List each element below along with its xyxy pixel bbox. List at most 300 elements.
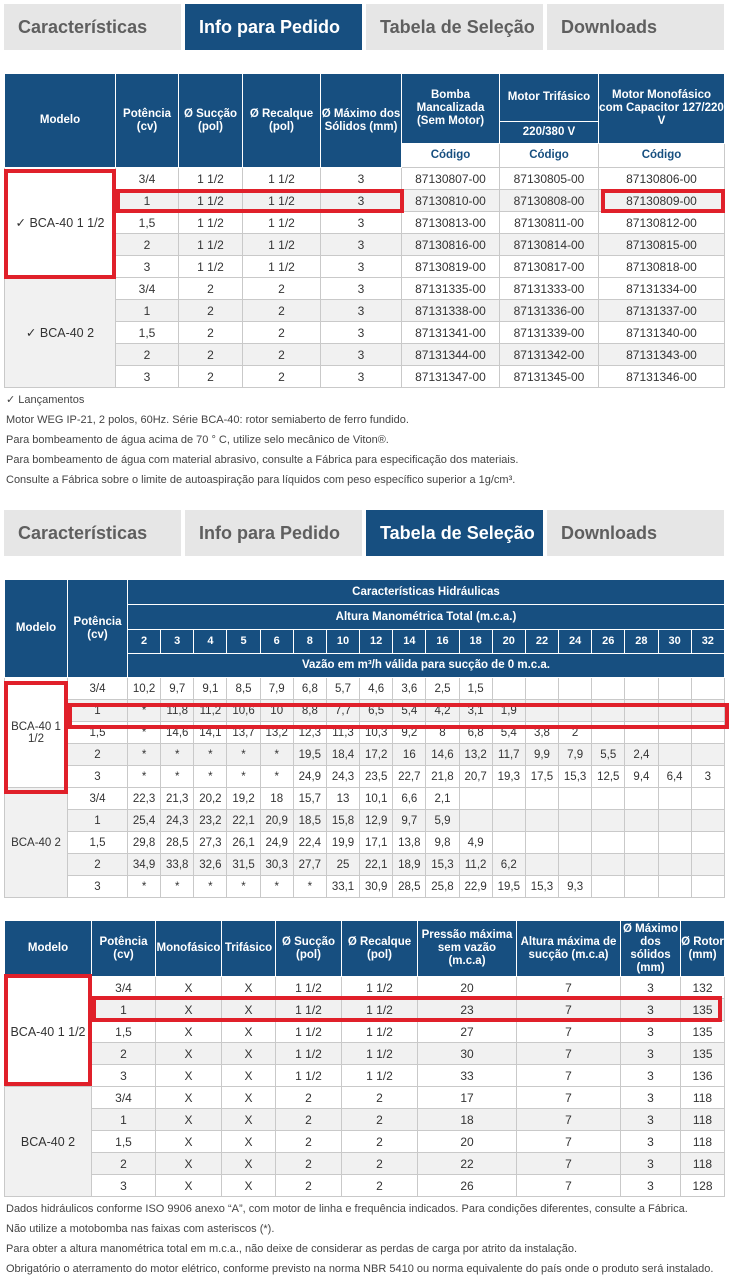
flow-cell bbox=[492, 788, 525, 810]
tab-caracteristicas[interactable]: Características bbox=[4, 4, 181, 50]
flow-cell bbox=[625, 678, 658, 700]
tab-downloads[interactable]: Downloads bbox=[547, 4, 724, 50]
flow-cell: * bbox=[260, 744, 293, 766]
head-value-header: 5 bbox=[227, 630, 260, 654]
table-cell: 118 bbox=[681, 1153, 725, 1175]
head-value-header: 12 bbox=[360, 630, 393, 654]
flow-cell bbox=[691, 810, 724, 832]
flow-cell: 9,4 bbox=[625, 766, 658, 788]
flow-cell: 1,9 bbox=[492, 700, 525, 722]
flow-cell: 13,7 bbox=[227, 722, 260, 744]
flow-cell bbox=[559, 810, 592, 832]
flow-cell bbox=[691, 744, 724, 766]
flow-cell: 14,6 bbox=[426, 744, 459, 766]
table-cell: 3 bbox=[621, 1153, 681, 1175]
flow-cell bbox=[658, 788, 691, 810]
flow-cell: 22,4 bbox=[293, 832, 326, 854]
note-line: Dados hidráulicos conforme ISO 9906 anexo “A”, com motor de linha e frequência indicados. Para condições diferentes, consulte a Fábrica. bbox=[6, 1203, 688, 1215]
table-cell: 87130808-00 bbox=[500, 190, 599, 212]
table-cell: 1 1/2 bbox=[179, 234, 243, 256]
flow-cell: 18,9 bbox=[393, 854, 426, 876]
flow-cell bbox=[691, 832, 724, 854]
col-header-motor-monofasico: Motor Monofásico com Capacitor 127/220 V bbox=[599, 74, 725, 144]
flow-cell bbox=[625, 788, 658, 810]
table-cell: 87130806-00 bbox=[599, 168, 725, 190]
table-row bbox=[5, 876, 725, 898]
col-header-codigo: Código bbox=[599, 144, 725, 168]
table-cell: 1 1/2 bbox=[243, 190, 321, 212]
flow-cell: 14,6 bbox=[161, 722, 194, 744]
order-info-table bbox=[4, 73, 725, 388]
flow-cell: 24,9 bbox=[293, 766, 326, 788]
flow-cell bbox=[691, 700, 724, 722]
table-row bbox=[5, 1153, 725, 1175]
tab-bar-bottom bbox=[4, 510, 724, 556]
flow-cell: 33,8 bbox=[161, 854, 194, 876]
table-cell: X bbox=[222, 999, 276, 1021]
table-cell: X bbox=[222, 1021, 276, 1043]
flow-cell: * bbox=[194, 766, 227, 788]
flow-cell: 16 bbox=[393, 744, 426, 766]
table-cell: 2 bbox=[179, 278, 243, 300]
flow-cell bbox=[658, 810, 691, 832]
flow-cell: 6,2 bbox=[492, 854, 525, 876]
flow-cell: * bbox=[128, 744, 161, 766]
flow-cell: 7,7 bbox=[326, 700, 359, 722]
flow-note: Vazão em m³/h válida para sucção de 0 m.c.a. bbox=[128, 654, 725, 678]
table-row bbox=[5, 1175, 725, 1197]
flow-cell: 15,3 bbox=[426, 854, 459, 876]
col-header-succao: Ø Sucção (pol) bbox=[179, 74, 243, 168]
flow-cell: 25,4 bbox=[128, 810, 161, 832]
table-row bbox=[5, 766, 725, 788]
table-cell: 2 bbox=[243, 322, 321, 344]
table-cell: 118 bbox=[681, 1087, 725, 1109]
table-cell: 2 bbox=[342, 1109, 418, 1131]
head-value-header: 28 bbox=[625, 630, 658, 654]
head-value-header: 6 bbox=[260, 630, 293, 654]
table-cell: 87131339-00 bbox=[500, 322, 599, 344]
flow-cell: 30,9 bbox=[360, 876, 393, 898]
flow-cell bbox=[459, 788, 492, 810]
table-cell: 3 bbox=[621, 1087, 681, 1109]
table-cell: 1 1/2 bbox=[179, 190, 243, 212]
flow-cell bbox=[492, 810, 525, 832]
table-cell: 87130819-00 bbox=[402, 256, 500, 278]
flow-cell: 5,4 bbox=[492, 722, 525, 744]
table-cell: 87131347-00 bbox=[402, 366, 500, 388]
flow-cell: 10,1 bbox=[360, 788, 393, 810]
flow-cell: 19,3 bbox=[492, 766, 525, 788]
flow-cell: * bbox=[260, 766, 293, 788]
table-cell: 2 bbox=[179, 344, 243, 366]
flow-cell: 5,9 bbox=[426, 810, 459, 832]
flow-cell: 28,5 bbox=[161, 832, 194, 854]
flow-cell: 32,6 bbox=[194, 854, 227, 876]
flow-cell bbox=[559, 854, 592, 876]
table-cell: 1 1/2 bbox=[276, 977, 342, 999]
flow-cell bbox=[492, 832, 525, 854]
table-cell: 7 bbox=[517, 1087, 621, 1109]
table-cell: 1 1/2 bbox=[342, 1021, 418, 1043]
table-cell: 87130815-00 bbox=[599, 234, 725, 256]
tab-caracteristicas[interactable]: Características bbox=[4, 510, 181, 556]
table-row bbox=[5, 1043, 725, 1065]
flow-cell bbox=[559, 788, 592, 810]
table-cell: 7 bbox=[517, 1021, 621, 1043]
tab-tabela-de-selecao[interactable]: Tabela de Seleção bbox=[366, 510, 543, 556]
table-cell: 87131334-00 bbox=[599, 278, 725, 300]
table-row bbox=[5, 810, 725, 832]
flow-cell bbox=[625, 700, 658, 722]
note-line: ✓ Lançamentos bbox=[6, 394, 85, 406]
table-cell: X bbox=[156, 1153, 222, 1175]
power-cell: 2 bbox=[68, 854, 128, 876]
table-cell: 3 bbox=[116, 256, 179, 278]
flow-cell: 10,6 bbox=[227, 700, 260, 722]
head-value-header: 30 bbox=[658, 630, 691, 654]
flow-cell bbox=[592, 788, 625, 810]
table-cell: 118 bbox=[681, 1131, 725, 1153]
flow-cell: 6,8 bbox=[459, 722, 492, 744]
table-cell: 18 bbox=[418, 1109, 517, 1131]
flow-cell bbox=[559, 832, 592, 854]
table-cell: 2 bbox=[276, 1087, 342, 1109]
flow-cell bbox=[658, 832, 691, 854]
table-cell: 2 bbox=[179, 300, 243, 322]
table-cell: X bbox=[156, 1065, 222, 1087]
flow-cell: 19,2 bbox=[227, 788, 260, 810]
flow-cell: 4,9 bbox=[459, 832, 492, 854]
table-cell: 87130813-00 bbox=[402, 212, 500, 234]
flow-cell: * bbox=[260, 876, 293, 898]
table-cell: 7 bbox=[517, 1175, 621, 1197]
table-cell: 3 bbox=[321, 212, 402, 234]
table-cell: 3 bbox=[92, 1175, 156, 1197]
power-cell: 1,5 bbox=[68, 832, 128, 854]
table-row bbox=[5, 278, 725, 300]
head-title: Altura Manométrica Total (m.c.a.) bbox=[128, 605, 725, 630]
flow-cell: 5,7 bbox=[326, 678, 359, 700]
col-header: Ø Sucção (pol) bbox=[276, 921, 342, 977]
flow-cell bbox=[691, 788, 724, 810]
hydraulic-title: Características Hidráulicas bbox=[128, 580, 725, 605]
table-cell: 27 bbox=[418, 1021, 517, 1043]
model-cell: BCA-40 2 bbox=[5, 1087, 92, 1197]
table-cell: 1 bbox=[92, 999, 156, 1021]
model-cell: BCA-40 2 bbox=[5, 788, 68, 898]
flow-cell bbox=[658, 700, 691, 722]
table-cell: 87131335-00 bbox=[402, 278, 500, 300]
table-cell: 1,5 bbox=[116, 322, 179, 344]
table-cell: X bbox=[156, 1021, 222, 1043]
flow-cell bbox=[559, 700, 592, 722]
model-cell: ✓ BCA-40 1 1/2 bbox=[5, 168, 116, 278]
col-header-modelo: Modelo bbox=[5, 580, 68, 678]
head-value-header: 3 bbox=[161, 630, 194, 654]
flow-cell: 12,3 bbox=[293, 722, 326, 744]
table-cell: 87131333-00 bbox=[500, 278, 599, 300]
table-cell: 3 bbox=[621, 1175, 681, 1197]
col-header: Potência (cv) bbox=[92, 921, 156, 977]
flow-cell: * bbox=[161, 876, 194, 898]
flow-cell: 19,5 bbox=[293, 744, 326, 766]
table-cell: 2 bbox=[179, 366, 243, 388]
table-cell: 3 bbox=[621, 999, 681, 1021]
power-cell: 1,5 bbox=[68, 722, 128, 744]
head-value-header: 26 bbox=[592, 630, 625, 654]
flow-cell bbox=[525, 700, 558, 722]
flow-cell: 8 bbox=[426, 722, 459, 744]
flow-cell: 9,8 bbox=[426, 832, 459, 854]
col-header: Ø Máximo dos sólidos (mm) bbox=[621, 921, 681, 977]
flow-cell: 19,9 bbox=[326, 832, 359, 854]
flow-cell: 18,5 bbox=[293, 810, 326, 832]
head-value-header: 8 bbox=[293, 630, 326, 654]
table-cell: 3 bbox=[321, 234, 402, 256]
table-cell: 1 1/2 bbox=[179, 212, 243, 234]
table-cell: 1 1/2 bbox=[342, 977, 418, 999]
flow-cell: 4,6 bbox=[360, 678, 393, 700]
flow-cell bbox=[525, 788, 558, 810]
flow-cell: 14,1 bbox=[194, 722, 227, 744]
table-row bbox=[5, 1087, 725, 1109]
flow-cell bbox=[658, 876, 691, 898]
table-cell: 7 bbox=[517, 999, 621, 1021]
flow-cell: 5,4 bbox=[393, 700, 426, 722]
table-cell: 1 1/2 bbox=[243, 234, 321, 256]
table-cell: 7 bbox=[517, 1109, 621, 1131]
flow-cell: 23,5 bbox=[360, 766, 393, 788]
col-header-recalque: Ø Recalque (pol) bbox=[243, 74, 321, 168]
table-cell: 1 bbox=[116, 300, 179, 322]
table-cell: 3/4 bbox=[92, 977, 156, 999]
table-cell: 3 bbox=[321, 366, 402, 388]
flow-cell: 25 bbox=[326, 854, 359, 876]
table-cell: 3 bbox=[321, 300, 402, 322]
flow-cell: 11,2 bbox=[194, 700, 227, 722]
head-value-header: 20 bbox=[492, 630, 525, 654]
table-cell: 3 bbox=[321, 190, 402, 212]
table-cell: 135 bbox=[681, 1043, 725, 1065]
flow-cell: 11,3 bbox=[326, 722, 359, 744]
table-cell: 1 bbox=[116, 190, 179, 212]
flow-cell: 34,9 bbox=[128, 854, 161, 876]
flow-cell: * bbox=[161, 744, 194, 766]
flow-cell: 29,8 bbox=[128, 832, 161, 854]
model-cell: ✓ BCA-40 2 bbox=[5, 278, 116, 388]
table-cell: 2 bbox=[243, 366, 321, 388]
table-cell: 1 1/2 bbox=[243, 168, 321, 190]
power-cell: 1 bbox=[68, 810, 128, 832]
flow-cell: 3,6 bbox=[393, 678, 426, 700]
flow-cell: 13,2 bbox=[260, 722, 293, 744]
table-cell: 7 bbox=[517, 1153, 621, 1175]
flow-cell bbox=[625, 854, 658, 876]
table-cell: 3 bbox=[321, 256, 402, 278]
flow-cell: 25,8 bbox=[426, 876, 459, 898]
table-cell: 3 bbox=[321, 278, 402, 300]
flow-cell: 6,4 bbox=[658, 766, 691, 788]
flow-cell: 6,6 bbox=[393, 788, 426, 810]
table-cell: X bbox=[222, 1153, 276, 1175]
table-cell: 20 bbox=[418, 1131, 517, 1153]
flow-cell: * bbox=[161, 766, 194, 788]
flow-cell bbox=[691, 876, 724, 898]
col-header-solidos: Ø Máximo dos Sólidos (mm) bbox=[321, 74, 402, 168]
head-value-header: 16 bbox=[426, 630, 459, 654]
flow-cell: 10,3 bbox=[360, 722, 393, 744]
order-notes bbox=[6, 390, 518, 490]
table-cell: 1 1/2 bbox=[243, 256, 321, 278]
table-cell: 1 1/2 bbox=[179, 256, 243, 278]
col-header-codigo: Código bbox=[402, 144, 500, 168]
flow-cell: 8,5 bbox=[227, 678, 260, 700]
specs-table bbox=[4, 920, 725, 1197]
power-cell: 3 bbox=[68, 766, 128, 788]
table-cell: 23 bbox=[418, 999, 517, 1021]
table-cell: X bbox=[156, 977, 222, 999]
flow-cell bbox=[592, 722, 625, 744]
col-header: Monofásico bbox=[156, 921, 222, 977]
flow-cell: 5,5 bbox=[592, 744, 625, 766]
head-value-header: 2 bbox=[128, 630, 161, 654]
table-cell: 3 bbox=[621, 1065, 681, 1087]
flow-cell: 2,1 bbox=[426, 788, 459, 810]
col-header: Modelo bbox=[5, 921, 92, 977]
flow-cell: * bbox=[293, 876, 326, 898]
head-value-header: 10 bbox=[326, 630, 359, 654]
flow-cell: 15,3 bbox=[559, 766, 592, 788]
flow-cell: 15,8 bbox=[326, 810, 359, 832]
flow-cell bbox=[691, 854, 724, 876]
table-cell: X bbox=[222, 1043, 276, 1065]
table-cell: 3 bbox=[621, 977, 681, 999]
specs-notes bbox=[6, 1199, 713, 1279]
flow-cell: 15,7 bbox=[293, 788, 326, 810]
tab-downloads[interactable]: Downloads bbox=[547, 510, 724, 556]
flow-cell: * bbox=[227, 744, 260, 766]
flow-cell: 2 bbox=[559, 722, 592, 744]
flow-cell: 13 bbox=[326, 788, 359, 810]
flow-cell: 22,3 bbox=[128, 788, 161, 810]
flow-cell: 21,3 bbox=[161, 788, 194, 810]
table-cell: X bbox=[222, 1175, 276, 1197]
table-cell: 87130814-00 bbox=[500, 234, 599, 256]
flow-cell: * bbox=[194, 876, 227, 898]
table-cell: 2 bbox=[243, 278, 321, 300]
flow-cell: 3 bbox=[691, 766, 724, 788]
table-cell: 2 bbox=[116, 344, 179, 366]
flow-cell: 19,5 bbox=[492, 876, 525, 898]
flow-cell: 20,2 bbox=[194, 788, 227, 810]
table-cell: 87130807-00 bbox=[402, 168, 500, 190]
flow-cell bbox=[592, 854, 625, 876]
flow-cell: 15,3 bbox=[525, 876, 558, 898]
flow-cell: 2,5 bbox=[426, 678, 459, 700]
table-cell: 87131346-00 bbox=[599, 366, 725, 388]
head-value-header: 32 bbox=[691, 630, 724, 654]
table-cell: 20 bbox=[418, 977, 517, 999]
tab-info-para-pedido[interactable]: Info para Pedido bbox=[185, 4, 362, 50]
table-cell: X bbox=[156, 999, 222, 1021]
table-cell: 87131345-00 bbox=[500, 366, 599, 388]
table-row bbox=[5, 744, 725, 766]
flow-cell: 9,7 bbox=[393, 810, 426, 832]
note-line: Motor WEG IP-21, 2 polos, 60Hz. Série BCA-40: rotor semiaberto de ferro fundido. bbox=[6, 414, 409, 426]
table-cell: 1 1/2 bbox=[276, 1043, 342, 1065]
flow-cell: 10,2 bbox=[128, 678, 161, 700]
flow-cell bbox=[691, 678, 724, 700]
flow-cell: * bbox=[227, 766, 260, 788]
model-cell: BCA-40 1 1/2 bbox=[5, 977, 92, 1087]
table-cell: 1 1/2 bbox=[342, 1043, 418, 1065]
flow-cell: 24,9 bbox=[260, 832, 293, 854]
table-cell: 135 bbox=[681, 999, 725, 1021]
head-value-header: 18 bbox=[459, 630, 492, 654]
table-row bbox=[5, 832, 725, 854]
table-row bbox=[5, 788, 725, 810]
flow-cell: 12,9 bbox=[360, 810, 393, 832]
flow-cell bbox=[559, 678, 592, 700]
flow-cell bbox=[592, 876, 625, 898]
table-cell: 1 1/2 bbox=[276, 1065, 342, 1087]
table-row bbox=[5, 1065, 725, 1087]
table-cell: 2 bbox=[179, 322, 243, 344]
table-cell: X bbox=[156, 1109, 222, 1131]
flow-cell: * bbox=[194, 744, 227, 766]
table-cell: 3 bbox=[621, 1021, 681, 1043]
table-cell: 2 bbox=[276, 1153, 342, 1175]
col-header: Ø Rotor (mm) bbox=[681, 921, 725, 977]
table-cell: 87131342-00 bbox=[500, 344, 599, 366]
table-cell: 2 bbox=[92, 1043, 156, 1065]
flow-cell: 9,3 bbox=[559, 876, 592, 898]
flow-cell: 17,5 bbox=[525, 766, 558, 788]
table-cell: 87130816-00 bbox=[402, 234, 500, 256]
table-cell: 2 bbox=[243, 344, 321, 366]
flow-cell bbox=[459, 810, 492, 832]
table-cell: X bbox=[156, 1043, 222, 1065]
table-cell: 135 bbox=[681, 1021, 725, 1043]
flow-cell: 27,3 bbox=[194, 832, 227, 854]
flow-cell: 9,1 bbox=[194, 678, 227, 700]
flow-cell: * bbox=[128, 722, 161, 744]
flow-cell: 26,1 bbox=[227, 832, 260, 854]
flow-cell: 27,7 bbox=[293, 854, 326, 876]
tab-tabela-de-selecao[interactable]: Tabela de Seleção bbox=[366, 4, 543, 50]
table-cell: 2 bbox=[243, 300, 321, 322]
flow-cell: 22,9 bbox=[459, 876, 492, 898]
table-cell: X bbox=[222, 1131, 276, 1153]
tab-bar-top bbox=[4, 4, 724, 50]
table-cell: 87131344-00 bbox=[402, 344, 500, 366]
flow-cell: * bbox=[128, 700, 161, 722]
table-cell: 87131336-00 bbox=[500, 300, 599, 322]
flow-cell: * bbox=[227, 876, 260, 898]
tab-info-para-pedido[interactable]: Info para Pedido bbox=[185, 510, 362, 556]
col-header: Pressão máxima sem vazão (m.c.a) bbox=[418, 921, 517, 977]
table-cell: 87130811-00 bbox=[500, 212, 599, 234]
col-header: Ø Recalque (pol) bbox=[342, 921, 418, 977]
flow-cell bbox=[525, 854, 558, 876]
col-header-voltage: 220/380 V bbox=[500, 122, 599, 144]
table-row bbox=[5, 722, 725, 744]
selection-table bbox=[4, 579, 725, 898]
table-cell: 7 bbox=[517, 1131, 621, 1153]
flow-cell bbox=[592, 678, 625, 700]
note-line: Obrigatório o aterramento do motor elétrico, conforme previsto na norma NBR 5410 ou norma equivalente do país onde o produto será instalado. bbox=[6, 1263, 714, 1275]
